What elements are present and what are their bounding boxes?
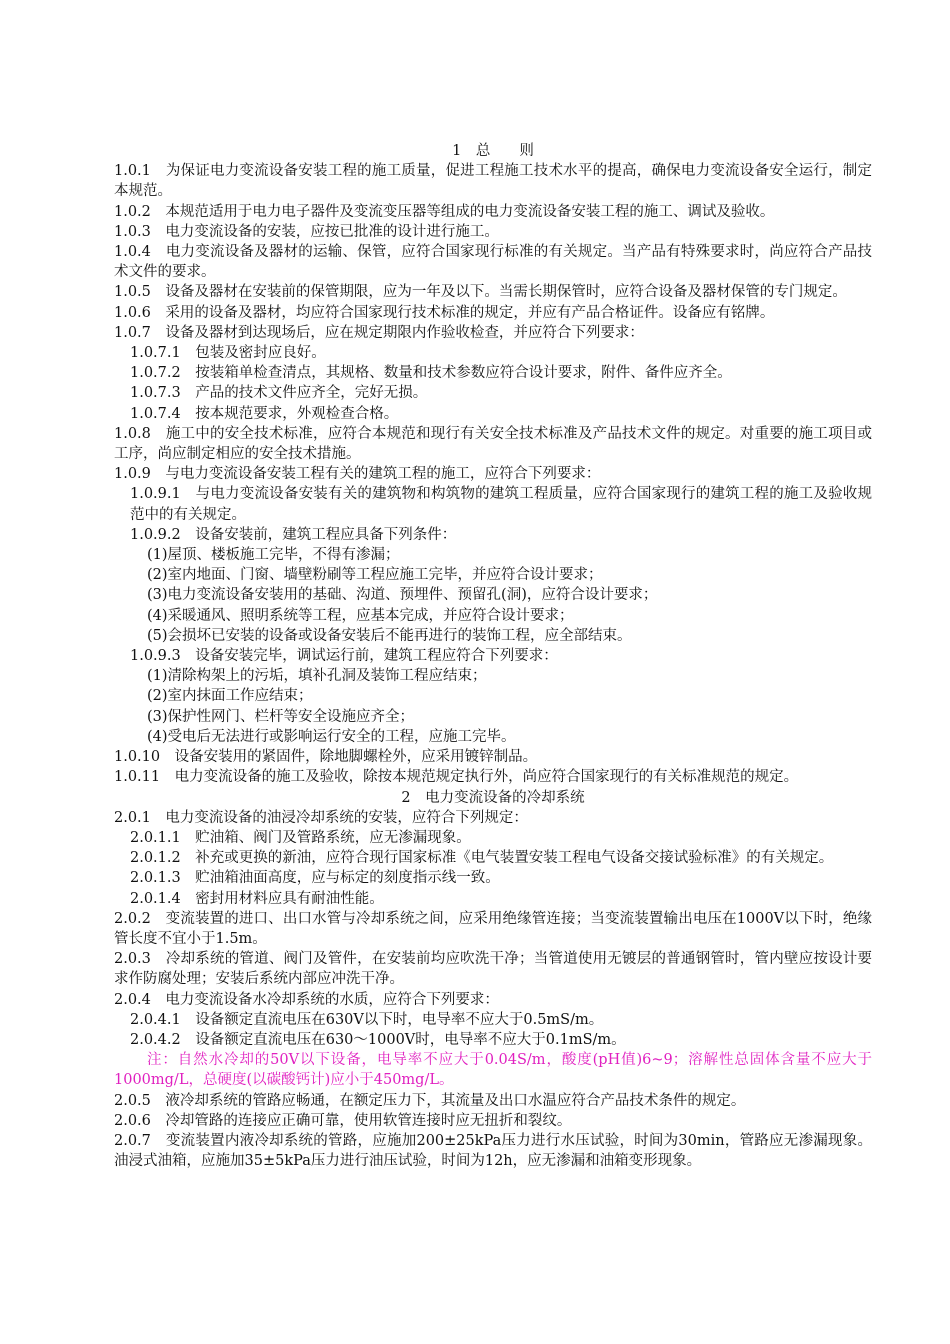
- clause-paragraph: 1.0.6 采用的设备及器材，均应符合国家现行技术标准的规定，并应有产品合格证件。设备应有铭牌。: [114, 304, 775, 321]
- clause-paragraph: 1.0.9.3 设备安装完毕，调试运行前，建筑工程应符合下列要求：: [130, 648, 558, 665]
- section-heading: 1 总 则: [452, 143, 534, 159]
- clause-paragraph: 1.0.11 电力变流设备的施工及验收，除按本规范规定执行外，尚应符合国家现行的有关标准规范的规定。: [114, 769, 799, 786]
- clause-paragraph: 1.0.5 设备及器材在安装前的保管期限，应为一年及以下。当需长期保管时，应符合设备及器材保管的专门规定。: [114, 284, 847, 301]
- clause-paragraph: (4)受电后无法进行或影响运行安全的工程，应施工完毕。: [147, 728, 516, 745]
- clause-paragraph: 1.0.3 电力变流设备的安装，应按已批准的设计进行施工。: [114, 223, 499, 240]
- clause-paragraph: (1)屋顶、楼板施工完毕，不得有渗漏；: [147, 547, 400, 564]
- clause-paragraph: 2.0.3 冷却系统的管道、阀门及管件，在安装前均应吹洗干净；当管道使用无镀层的普通钢管时，管内壁应按设计要求作防腐处理；安装后系统内部应冲洗干净。: [114, 951, 872, 988]
- clause-paragraph: 2.0.1.1 贮油箱、阀门及管路系统，应无渗漏现象。: [130, 829, 471, 846]
- clause-paragraph: (2)室内地面、门窗、墙壁粉刷等工程应施工完毕，并应符合设计要求；: [147, 567, 603, 584]
- clause-paragraph: (2)室内抹面工作应结束；: [147, 688, 313, 705]
- clause-paragraph: 1.0.2 本规范适用于电力电子器件及变流变压器等组成的电力变流设备安装工程的施工、调试及验收。: [114, 203, 775, 220]
- clause-paragraph: 2.0.5 液冷却系统的管路应畅通，在额定压力下，其流量及出口水温应符合产品技术条件的规定。: [114, 1092, 746, 1109]
- document-body: [114, 141, 872, 1171]
- clause-paragraph: 1.0.7.1 包装及密封应良好。: [130, 345, 326, 362]
- clause-paragraph: 2.0.1.3 贮油箱油面高度，应与标定的刻度指示线一致。: [130, 870, 500, 887]
- clause-paragraph: 1.0.1 为保证电力变流设备安装工程的施工质量，促进工程施工技术水平的提高，确保电力变流设备安全运行，制定本规范。: [114, 163, 872, 200]
- clause-paragraph: 2.0.1 电力变流设备的油浸冷却系统的安装，应符合下列规定：: [114, 809, 528, 826]
- clause-paragraph: 1.0.10 设备安装用的紧固件，除地脚螺栓外，应采用镀锌制品。: [114, 749, 538, 766]
- clause-paragraph: 2.0.4 电力变流设备水冷却系统的水质，应符合下列要求：: [114, 991, 499, 1008]
- clause-paragraph: 1.0.7.3 产品的技术文件应齐全，完好无损。: [130, 385, 428, 402]
- clause-paragraph: 1.0.9 与电力变流设备安装工程有关的建筑工程的施工，应符合下列要求：: [114, 466, 601, 483]
- section-heading: 2 电力变流设备的冷却系统: [401, 789, 585, 806]
- clause-paragraph: (3)保护性网门、栏杆等安全设施应齐全；: [147, 708, 415, 725]
- clause-paragraph: (3)电力变流设备安装用的基础、沟道、预埋件、预留孔(洞)，应符合设计要求；: [147, 587, 658, 604]
- clause-paragraph: 2.0.1.4 密封用材料应具有耐油性能。: [130, 890, 384, 907]
- clause-paragraph: 1.0.4 电力变流设备及器材的运输、保管，应符合国家现行标准的有关规定。当产品有特殊要求时，尚应符合产品技术文件的要求。: [114, 244, 872, 281]
- clause-paragraph: 2.0.4.2 设备额定直流电压在630～1000V时，电导率不应大于0.1mS/m。: [130, 1031, 626, 1048]
- clause-paragraph: 2.0.7 变流装置内液冷却系统的管路，应施加200±25kPa压力进行水压试验，时间为30min，管路应无渗漏现象。油浸式油箱，应施加35±5kPa压力进行油压试验，时间为12h，应无渗漏和油箱变形现象。: [114, 1132, 872, 1170]
- clause-paragraph: 1.0.7.2 按装箱单检查清点，其规格、数量和技术参数应符合设计要求，附件、备件应齐全。: [130, 365, 732, 382]
- clause-paragraph: 1.0.8 施工中的安全技术标准，应符合本规范和现行有关安全技术标准及产品技术文件的规定。对重要的施工项目或工序，尚应制定相应的安全技术措施。: [114, 425, 872, 463]
- clause-paragraph: (1)清除构架上的污垢，填补孔洞及装饰工程应结束；: [147, 668, 487, 685]
- clause-paragraph: 1.0.7 设备及器材到达现场后，应在规定期限内作验收检查，并应符合下列要求：: [114, 324, 644, 341]
- clause-paragraph: 2.0.4.1 设备额定直流电压在630V以下时，电导率不应大于0.5mS/m。: [130, 1011, 604, 1028]
- clause-paragraph: 1.0.9.1 与电力变流设备安装有关的建筑物和构筑物的建筑工程质量，应符合国家现行的建筑工程的施工及验收规范中的有关规定。: [130, 486, 872, 523]
- clause-paragraph: (5)会损坏已安装的设备或设备安装后不能再进行的装饰工程，应全部结束。: [147, 627, 632, 644]
- clause-paragraph: 1.0.7.4 按本规范要求，外观检查合格。: [130, 405, 399, 422]
- clause-paragraph: 2.0.6 冷却管路的连接应正确可靠，使用软管连接时应无扭折和裂纹。: [114, 1112, 572, 1129]
- clause-paragraph: 1.0.9.2 设备安装前，建筑工程应具备下列条件：: [130, 526, 457, 543]
- clause-paragraph: (4)采暖通风、照明系统等工程，应基本完成，并应符合设计要求；: [147, 607, 574, 624]
- note-paragraph: 注：自然水冷却的50V以下设备，电导率不应大于0.04S/m，酸度(pH值)6~9；溶解性总固体含量不应大于1000mg/L，总硬度(以碳酸钙计)应小于450mg/L。: [114, 1052, 872, 1089]
- clause-paragraph: 2.0.2 变流装置的进口、出口水管与冷却系统之间，应采用绝缘管连接；当变流装置输出电压在1000V以下时，绝缘管长度不宜小于1.5m。: [114, 910, 872, 947]
- clause-paragraph: 2.0.1.2 补充或更换的新油，应符合现行国家标准《电气装置安装工程电气设备交接试验标准》的有关规定。: [130, 850, 834, 867]
